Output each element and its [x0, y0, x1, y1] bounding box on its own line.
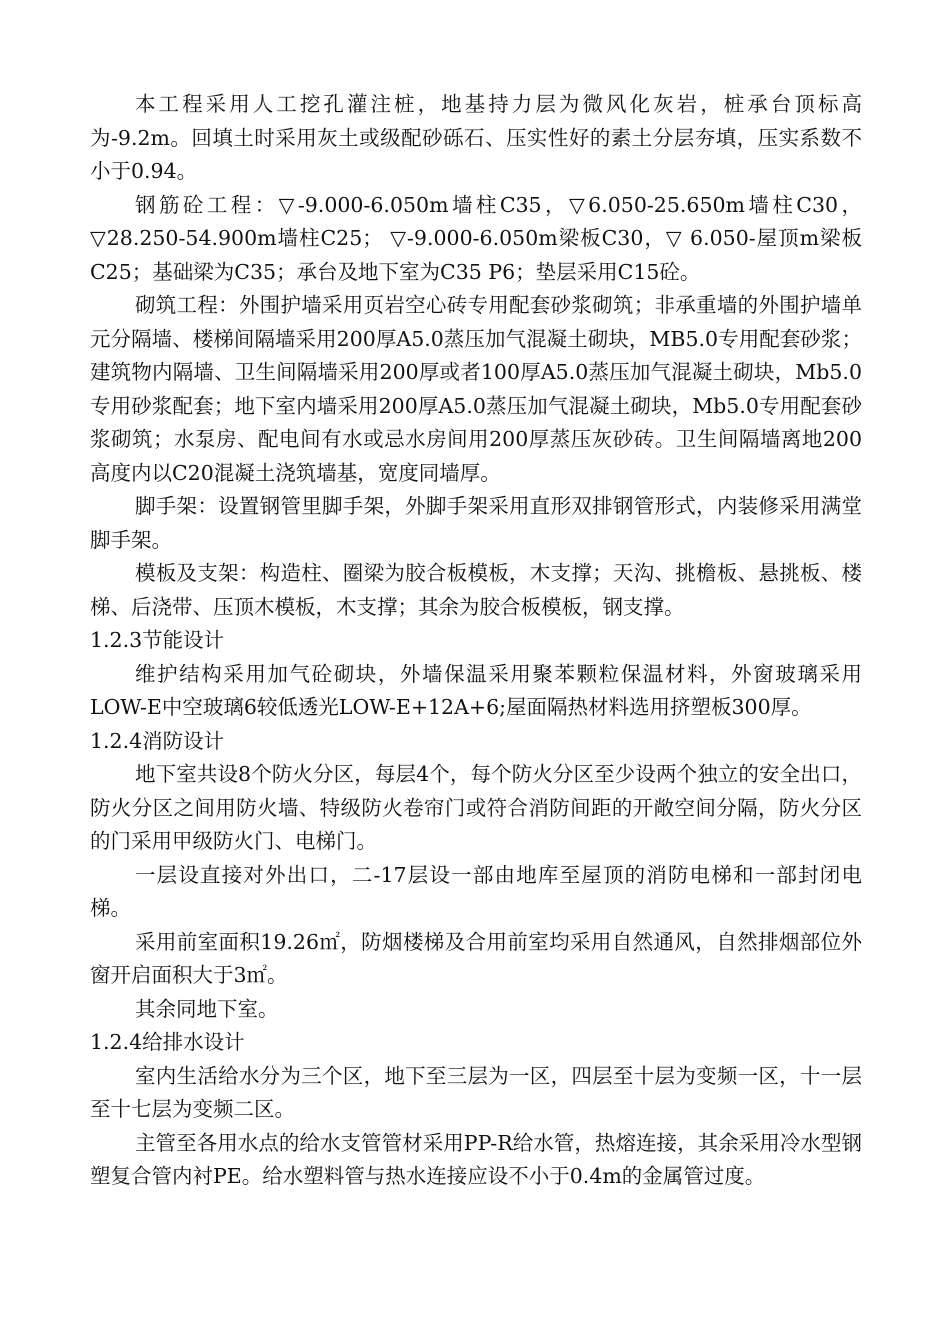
paragraph-foundation: 本工程采用人工挖孔灌注桩，地基持力层为微风化灰岩，桩承台顶标高为-9.2m。回填土时采用灰土或级配砂砾石、压实性好的素土分层夯填，压实系数不小于0.94。: [90, 92, 862, 183]
paragraph-formwork: 模板及支架：构造柱、圈梁为胶合板模板，木支撑；天沟、挑檐板、悬挑板、楼梯、后浇带、压顶木模板，木支撑；其余为胶合板模板，钢支撑。: [90, 561, 862, 619]
paragraph-fire-exits: 一层设直接对外出口，二-17层设一部由地库至屋顶的消防电梯和一部封闭电梯。: [90, 862, 862, 920]
paragraph-water-zones: 室内生活给水分为三个区，地下至三层为一区，四层至十层为变频一区，十一层至十七层为变频二区。: [90, 1063, 862, 1121]
heading-energy-design: 1.2.3节能设计: [90, 628, 225, 652]
document-body: [90, 88, 862, 1194]
heading-fire-design: 1.2.4消防设计: [90, 728, 225, 753]
paragraph-fire-zones: 地下室共设8个防火分区，每层4个，每个防火分区至少设两个独立的安全出口，防火分区之间用防火墙、特级防火卷帘门或符合消防间距的开敞空间分隔，防火分区的门采用甲级防火门、电梯门。: [90, 762, 862, 853]
paragraph-scaffolding: 脚手架：设置钢管里脚手架，外脚手架采用直形双排钢管形式，内装修采用满堂脚手架。: [90, 494, 862, 552]
paragraph-masonry: 砌筑工程：外围护墙采用页岩空心砖专用配套砂浆砌筑；非承重墙的外围护墙单元分隔墙、楼梯间隔墙采用200厚A5.0蒸压加气混凝土砌块，MB5.0专用配套砂浆；建筑物内隔墙、卫生间隔墙采用200厚或者100厚A5.0蒸压加气混凝土砌块，Mb5.0专用砂浆配套；地下室内墙采用200厚A5.0蒸压加气混凝土砌块，Mb5.0专用配套砂浆砌筑；水泵房、配电间有水或忌水房间用200厚蒸压灰砂砖。卫生间隔墙离地200高度内以C20混凝土浇筑墙基，宽度同墙厚。: [90, 293, 862, 485]
paragraph-fire-other: 其余同地下室。: [135, 996, 279, 1021]
paragraph-energy: 维护结构采用加气砼砌块，外墙保温采用聚苯颗粒保温材料，外窗玻璃采用LOW-E中空玻璃6较低透光LOW-E+12A+6;屋面隔热材料选用挤塑板300厚。: [90, 661, 862, 719]
paragraph-pipes: 主管至各用水点的给水支管管材采用PP-R给水管，热熔连接，其余采用冷水型钢塑复合管内衬PE。给水塑料管与热水连接应设不小于0.4m的金属管过度。: [90, 1130, 862, 1188]
paragraph-concrete: 钢筋砼工程：▽-9.000-6.050m墙柱C35，▽6.050-25.650m墙柱C30，▽28.250-54.900m墙柱C25； ▽-9.000-6.050m梁板C30，▽ 6.050-屋顶m梁板C25；基础梁为C35；承台及地下室为C35 P6；垫层采用C15砼。: [90, 192, 862, 284]
heading-plumbing-design: 1.2.4给排水设计: [90, 1030, 245, 1054]
paragraph-smoke-control: 采用前室面积19.26㎡，防烟楼梯及合用前室均采用自然通风，自然排烟部位外窗开启面积大于3㎡。: [90, 929, 862, 987]
